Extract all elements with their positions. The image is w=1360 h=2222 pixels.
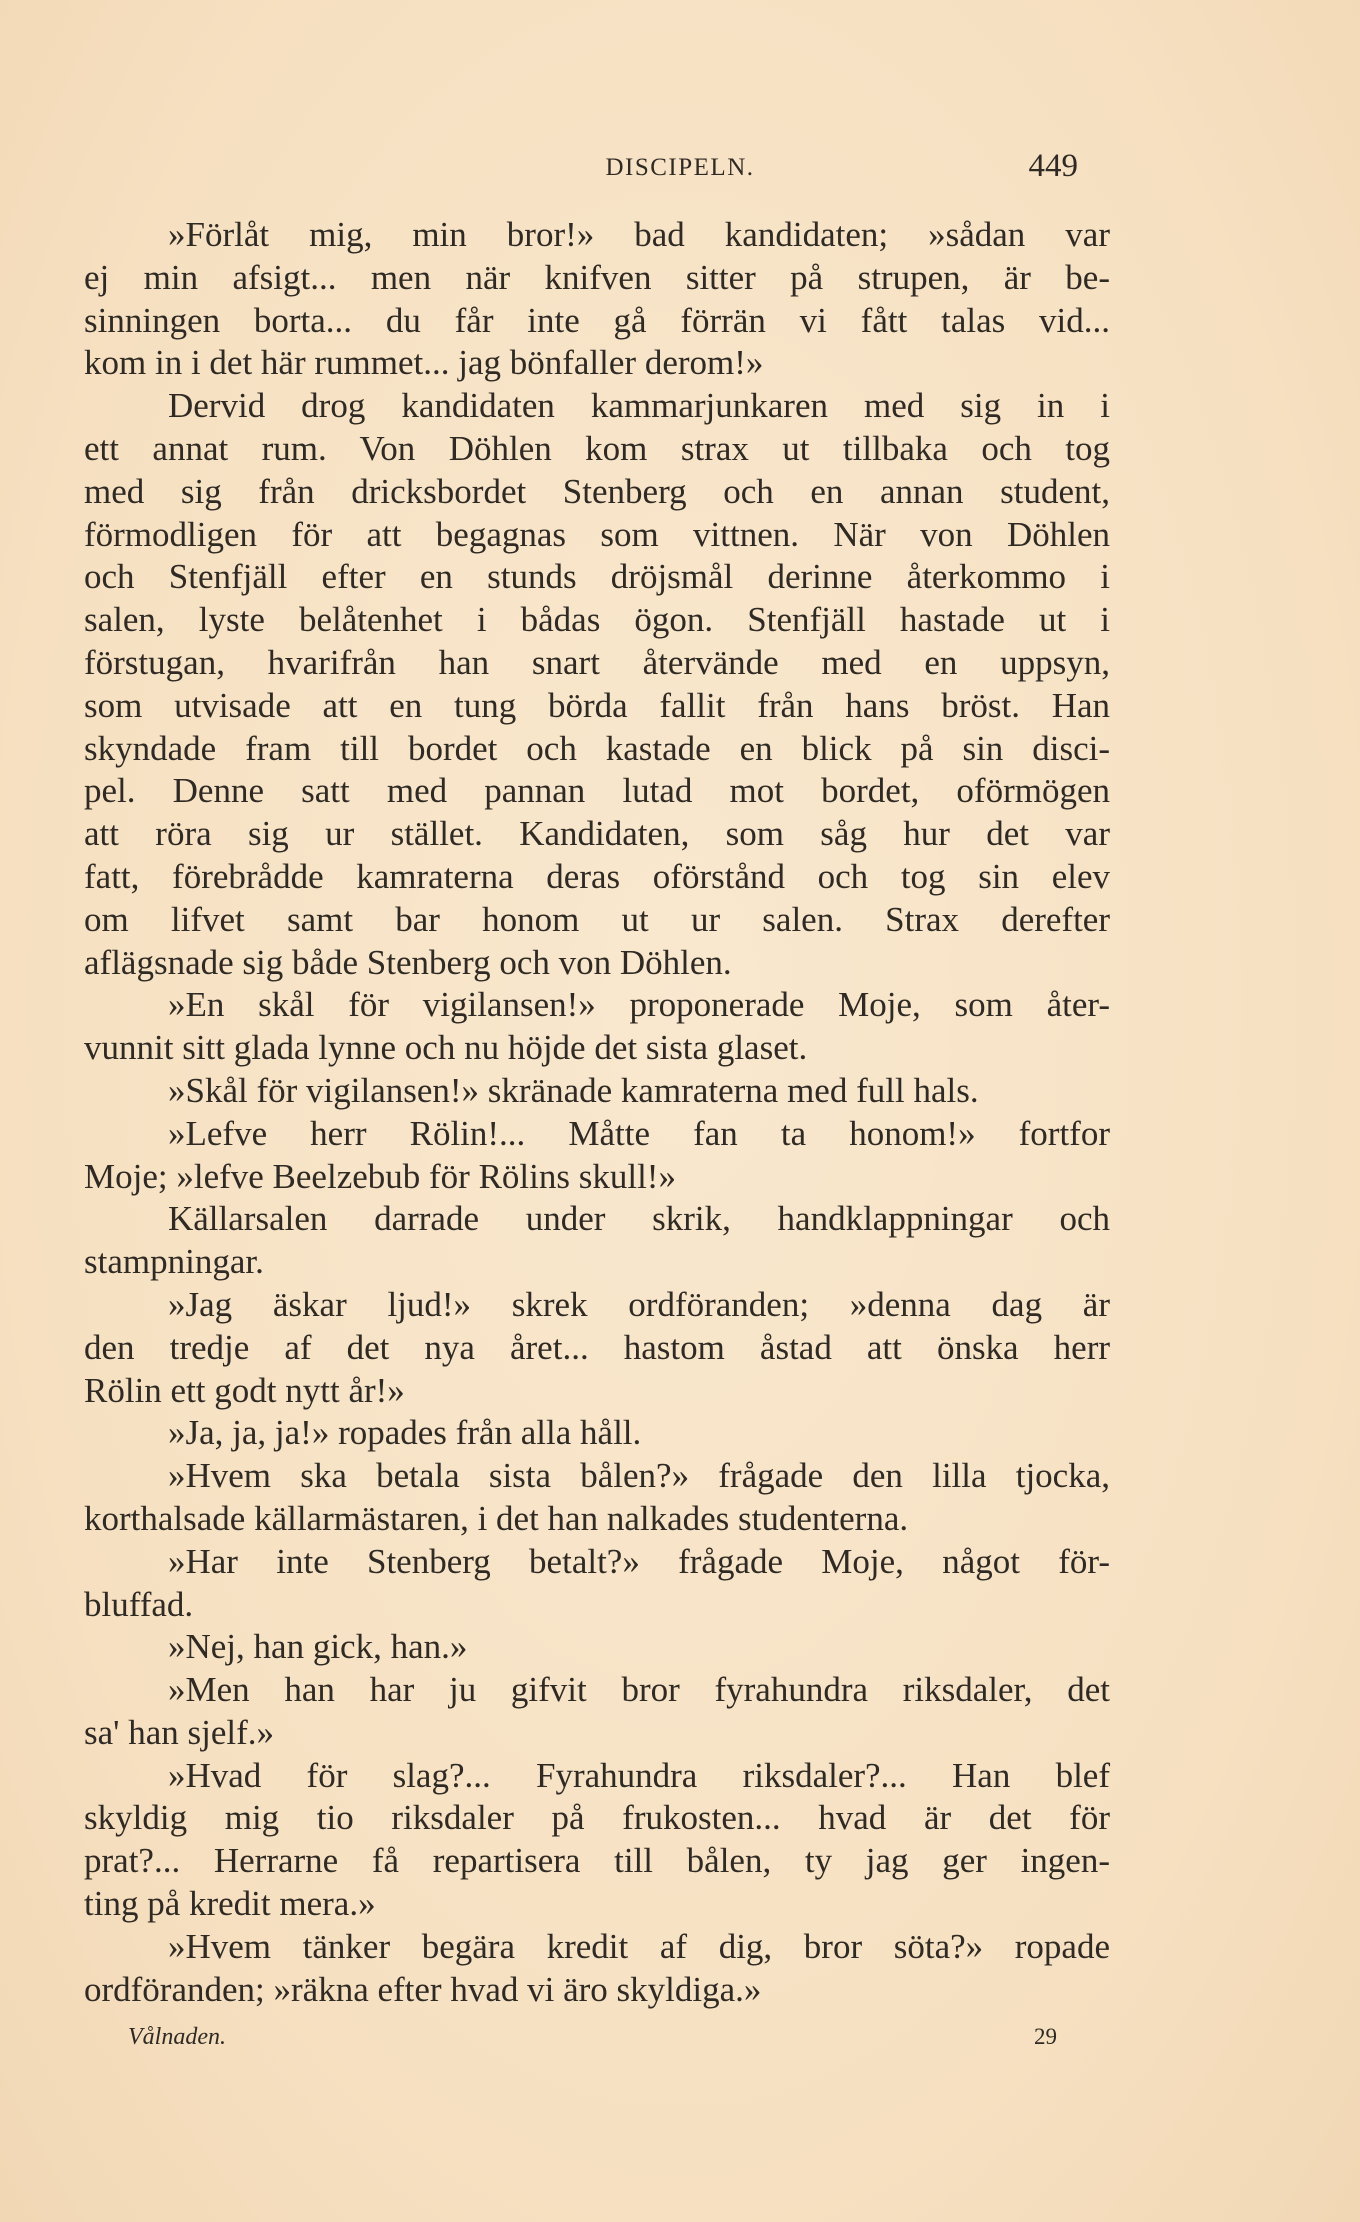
text-line: den tredje af det nya året... hastom åstad att önska herr <box>84 1327 1110 1367</box>
text-line: med sig från dricksbordet Stenberg och en annan student, <box>84 471 1110 511</box>
text-line: pel. Denne satt med pannan lutad mot bordet, oförmögen <box>84 771 1110 811</box>
text-line: »Har inte Stenberg betalt?» frågade Moje, något för- <box>168 1541 1110 1581</box>
text-line: vunnit sitt glada lynne och nu höjde det sista glaset. <box>84 1028 808 1068</box>
text-line: »Jag äskar ljud!» skrek ordföranden; »denna dag är <box>168 1284 1110 1324</box>
page-footer <box>0 2024 1360 2064</box>
text-line: att röra sig ur stället. Kandidaten, som såg hur det var <box>84 814 1110 854</box>
running-title: DISCIPELN. <box>605 154 755 181</box>
text-line: »Nej, han gick, han.» <box>168 1627 468 1667</box>
footer-book-title: Vålnaden. <box>128 2024 226 2050</box>
text-line: skyldig mig tio riksdaler på frukosten... hvad är det för <box>84 1798 1110 1838</box>
text-line: »Hvem tänker begära kredit af dig, bror söta?» ropade <box>168 1926 1110 1966</box>
text-line: »Men han har ju gifvit bror fyrahundra riksdaler, det <box>168 1670 1110 1710</box>
text-line: ting på kredit mera.» <box>84 1884 376 1924</box>
text-line: »Lefve herr Rölin!... Måtte fan ta honom!» fortfor <box>168 1113 1110 1153</box>
text-line: stampningar. <box>84 1242 264 1282</box>
text-line: ett annat rum. Von Döhlen kom strax ut tillbaka och tog <box>84 428 1110 468</box>
text-line: förstugan, hvarifrån han snart återvände med en uppsyn, <box>84 642 1110 682</box>
text-line: förmodligen för att begagnas som vittnen. När von Döhlen <box>84 514 1110 554</box>
text-line: prat?... Herrarne få repartisera till bålen, ty jag ger ingen- <box>84 1841 1110 1881</box>
text-line: Rölin ett godt nytt år!» <box>84 1370 405 1410</box>
text-line: ej min afsigt... men när knifven sitter på strupen, är be- <box>84 257 1110 297</box>
text-line: »En skål för vigilansen!» proponerade Moje, som åter- <box>168 985 1110 1025</box>
text-line: Dervid drog kandidaten kammarjunkaren med sig in i <box>168 386 1110 426</box>
text-line: kom in i det här rummet... jag bönfaller derom!» <box>84 343 764 383</box>
signature-mark: 29 <box>1034 2024 1057 2049</box>
text-line: sinningen borta... du får inte gå förrän vi fått talas vid... <box>84 300 1110 340</box>
text-line: salen, lyste belåtenhet i bådas ögon. Stenfjäll hastade ut i <box>84 600 1110 640</box>
text-line: fatt, förebrådde kamraterna deras oförstånd och tog sin elev <box>84 856 1110 896</box>
text-line: aflägsnade sig både Stenberg och von Döhlen. <box>84 942 732 982</box>
text-line: skyndade fram till bordet och kastade en blick på sin disci- <box>84 728 1110 768</box>
text-line: om lifvet samt bar honom ut ur salen. Strax derefter <box>84 899 1110 939</box>
text-line: Moje; »lefve Beelzebub för Rölins skull!» <box>84 1156 676 1196</box>
running-head <box>0 148 1360 188</box>
body-text <box>84 214 1110 2011</box>
text-line: korthalsade källarmästaren, i det han nalkades studenterna. <box>84 1498 909 1538</box>
text-line: »Ja, ja, ja!» ropades från alla håll. <box>168 1413 642 1453</box>
text-line: »Hvad för slag?... Fyrahundra riksdaler?... Han blef <box>168 1755 1110 1795</box>
text-line: »Förlåt mig, min bror!» bad kandidaten; »sådan var <box>168 215 1110 254</box>
text-line: sa' han sjelf.» <box>84 1712 275 1752</box>
text-line: »Skål för vigilansen!» skränade kamraterna med full hals. <box>168 1070 979 1110</box>
text-line: bluffad. <box>84 1584 194 1624</box>
text-line: ordföranden; »räkna efter hvad vi äro skyldiga.» <box>84 1969 762 2009</box>
text-line: »Hvem ska betala sista bålen?» frågade den lilla tjocka, <box>168 1456 1110 1496</box>
text-line: och Stenfjäll efter en stunds dröjsmål derinne återkommo i <box>84 557 1110 597</box>
text-line: Källarsalen darrade under skrik, handklappningar och <box>168 1199 1110 1239</box>
text-line: som utvisade att en tung börda fallit från hans bröst. Han <box>84 685 1110 725</box>
page-number: 449 <box>1028 148 1078 184</box>
